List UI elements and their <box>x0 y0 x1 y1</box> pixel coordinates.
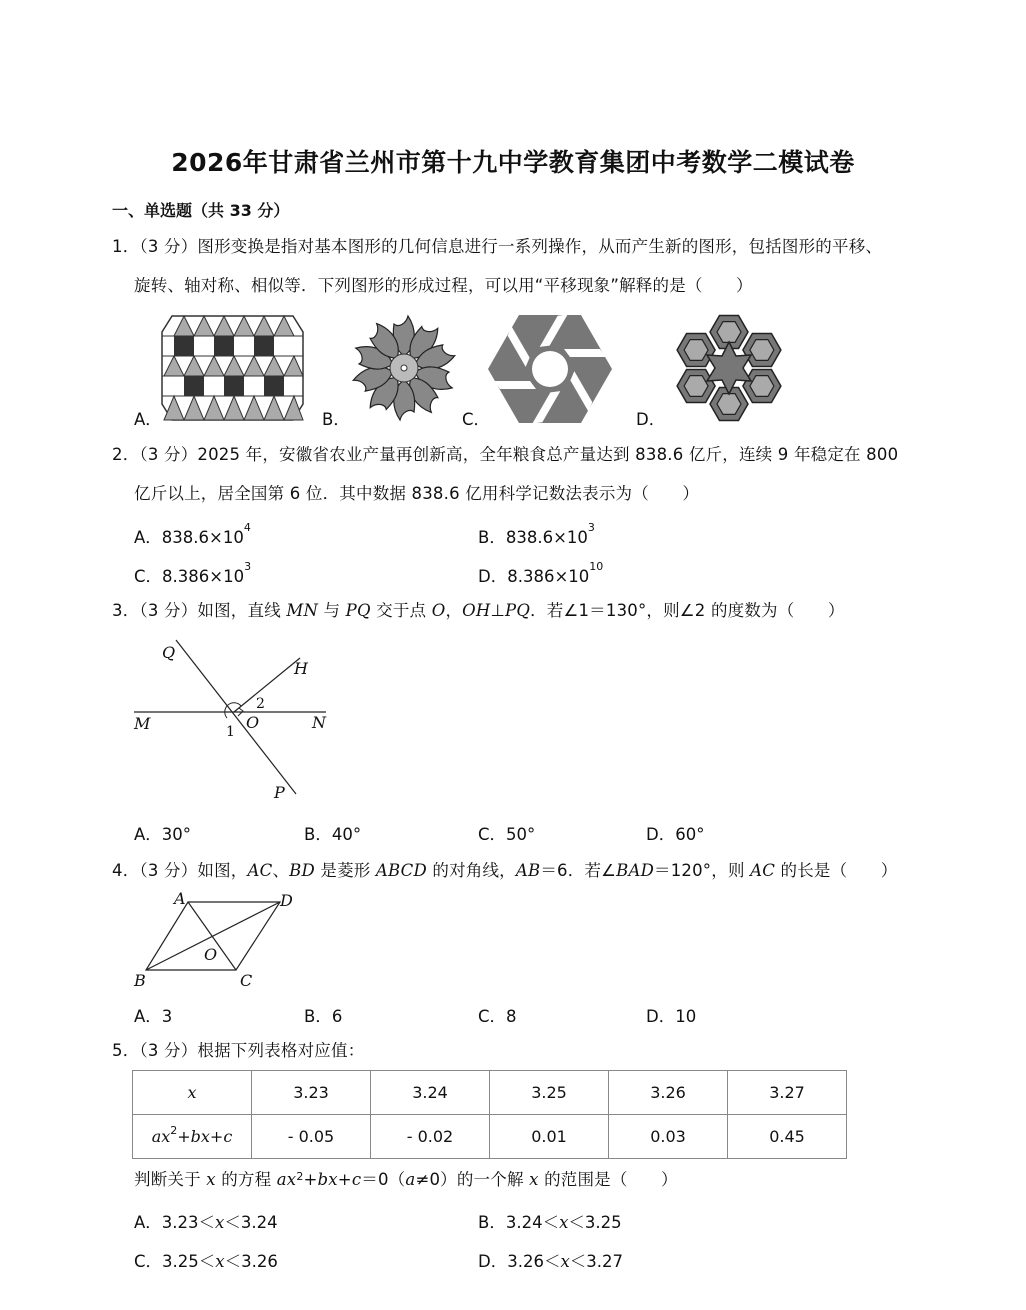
table-cell: 3.23 <box>252 1071 371 1115</box>
hexagon-inner <box>684 340 708 361</box>
q1-option-d-label: D． <box>636 410 666 429</box>
table-head-polynomial: $ax^2+bx+c$ <box>133 1115 252 1159</box>
q3-figure-intersecting-lines <box>130 636 340 806</box>
q5-option-b: B．3.24＜x＜3.25 <box>478 1213 622 1232</box>
label-a: A <box>174 889 186 908</box>
table-cell: 0.45 <box>728 1115 847 1159</box>
q5-intro: 5．（3 分）根据下列表格对应值： <box>112 1041 365 1060</box>
q4-stem: 4．（3 分）如图，AC、BD 是菱形 ABCD 的对角线，AB＝6．若∠BAD＝120°，则 AC 的长是（ ） <box>112 861 898 880</box>
q4-figure-rhombus <box>130 888 300 994</box>
table-cell: - 0.02 <box>371 1115 490 1159</box>
table-cell: 3.26 <box>609 1071 728 1115</box>
table-head-x: x <box>133 1071 252 1115</box>
label-p: P <box>274 783 285 802</box>
q1-option-a-label: A． <box>134 410 162 429</box>
hexagon-inner <box>750 376 774 397</box>
q3-option-d: D．60° <box>646 825 705 844</box>
label-angle-2: 2 <box>256 696 265 712</box>
table-cell: 3.27 <box>728 1071 847 1115</box>
label-o: O <box>246 713 260 732</box>
label-b: B <box>134 971 146 990</box>
q3-stem: 3．（3 分）如图，直线 MN 与 PQ 交于点 O，OH⊥PQ．若∠1＝130°，则∠2 的度数为（ ） <box>112 601 845 620</box>
q5-question: 判断关于 x 的方程 $ax^2+bx+c=0(a\ne 0)$的一个解 x 的范围是（ ） <box>134 1170 678 1189</box>
q5-option-c: C．3.25＜x＜3.26 <box>134 1252 278 1271</box>
hexagon-inner <box>684 376 708 397</box>
label-m: M <box>134 714 151 733</box>
label-angle-1: 1 <box>226 724 235 740</box>
q4-option-a: A．3 <box>134 1007 173 1026</box>
label-h: H <box>294 659 308 678</box>
table-row <box>133 1071 847 1115</box>
figure-a-tiling <box>160 314 305 422</box>
label-q: Q <box>162 643 176 662</box>
q1-line2: 旋转、轴对称、相似等．下列图形的形成过程，可以用“平移现象”解释的是（ ） <box>134 276 753 295</box>
figure-d-hexagon-star <box>664 314 794 422</box>
q1-line1: 1．（3 分）图形变换是指对基本图形的几何信息进行一系列操作，从而产生新的图形，包括图形的平移、 <box>112 237 883 256</box>
q2-line1: 2．（3 分）2025 年，安徽省农业产量再创新高，全年粮食总产量达到 838.6 亿斤，连续 9 年稳定在 800 <box>112 445 899 464</box>
q2-option-b: B．$838.6\times 10^3$ <box>478 521 595 547</box>
swirl-gap <box>564 349 606 357</box>
hexagon-inner <box>750 340 774 361</box>
table-cell: 3.25 <box>490 1071 609 1115</box>
q5-option-a: A．3.23＜x＜3.24 <box>134 1213 278 1232</box>
label-n: N <box>312 713 326 732</box>
q3-option-b: B．40° <box>304 825 362 844</box>
figure-c-hexagon-swirl <box>488 314 612 424</box>
hexagon-inner <box>717 394 741 415</box>
q2-line2: 亿斤以上，居全国第 6 位．其中数据 838.6 亿用科学记数法表示为（ ） <box>134 484 700 503</box>
hexagon-inner <box>717 322 741 343</box>
section-heading: 一、单选题（共 33 分） <box>112 201 290 220</box>
q5-value-table <box>132 1070 847 1159</box>
label-c: C <box>240 971 253 990</box>
q1-option-b-label: B． <box>322 410 350 429</box>
q2-option-c: C．$8.386\times 10^3$ <box>134 560 252 586</box>
swirl-gap <box>494 381 536 389</box>
q4-option-d: D．10 <box>646 1007 697 1026</box>
table-cell: - 0.05 <box>252 1115 371 1159</box>
q3-option-a: A．30° <box>134 825 192 844</box>
q2-option-d: D．$8.386\times 10^{10}$ <box>478 560 604 586</box>
table-cell: 0.03 <box>609 1115 728 1159</box>
q2-option-a: A．$838.6\times 10^4$ <box>134 521 251 547</box>
label-o: O <box>204 945 218 964</box>
table-cell: 0.01 <box>490 1115 609 1159</box>
table-cell: 3.24 <box>371 1071 490 1115</box>
q4-option-b: B．6 <box>304 1007 343 1026</box>
q4-option-c: C．8 <box>478 1007 517 1026</box>
figure-b-flower <box>348 312 460 424</box>
q3-option-c: C．50° <box>478 825 536 844</box>
label-d: D <box>280 891 293 910</box>
q5-option-d: D．3.26＜x＜3.27 <box>478 1252 624 1271</box>
q1-option-c-label: C． <box>462 410 491 429</box>
exam-title: 2026年甘肃省兰州市第十九中学教育集团中考数学二模试卷 <box>171 148 855 177</box>
table-row <box>133 1115 847 1159</box>
